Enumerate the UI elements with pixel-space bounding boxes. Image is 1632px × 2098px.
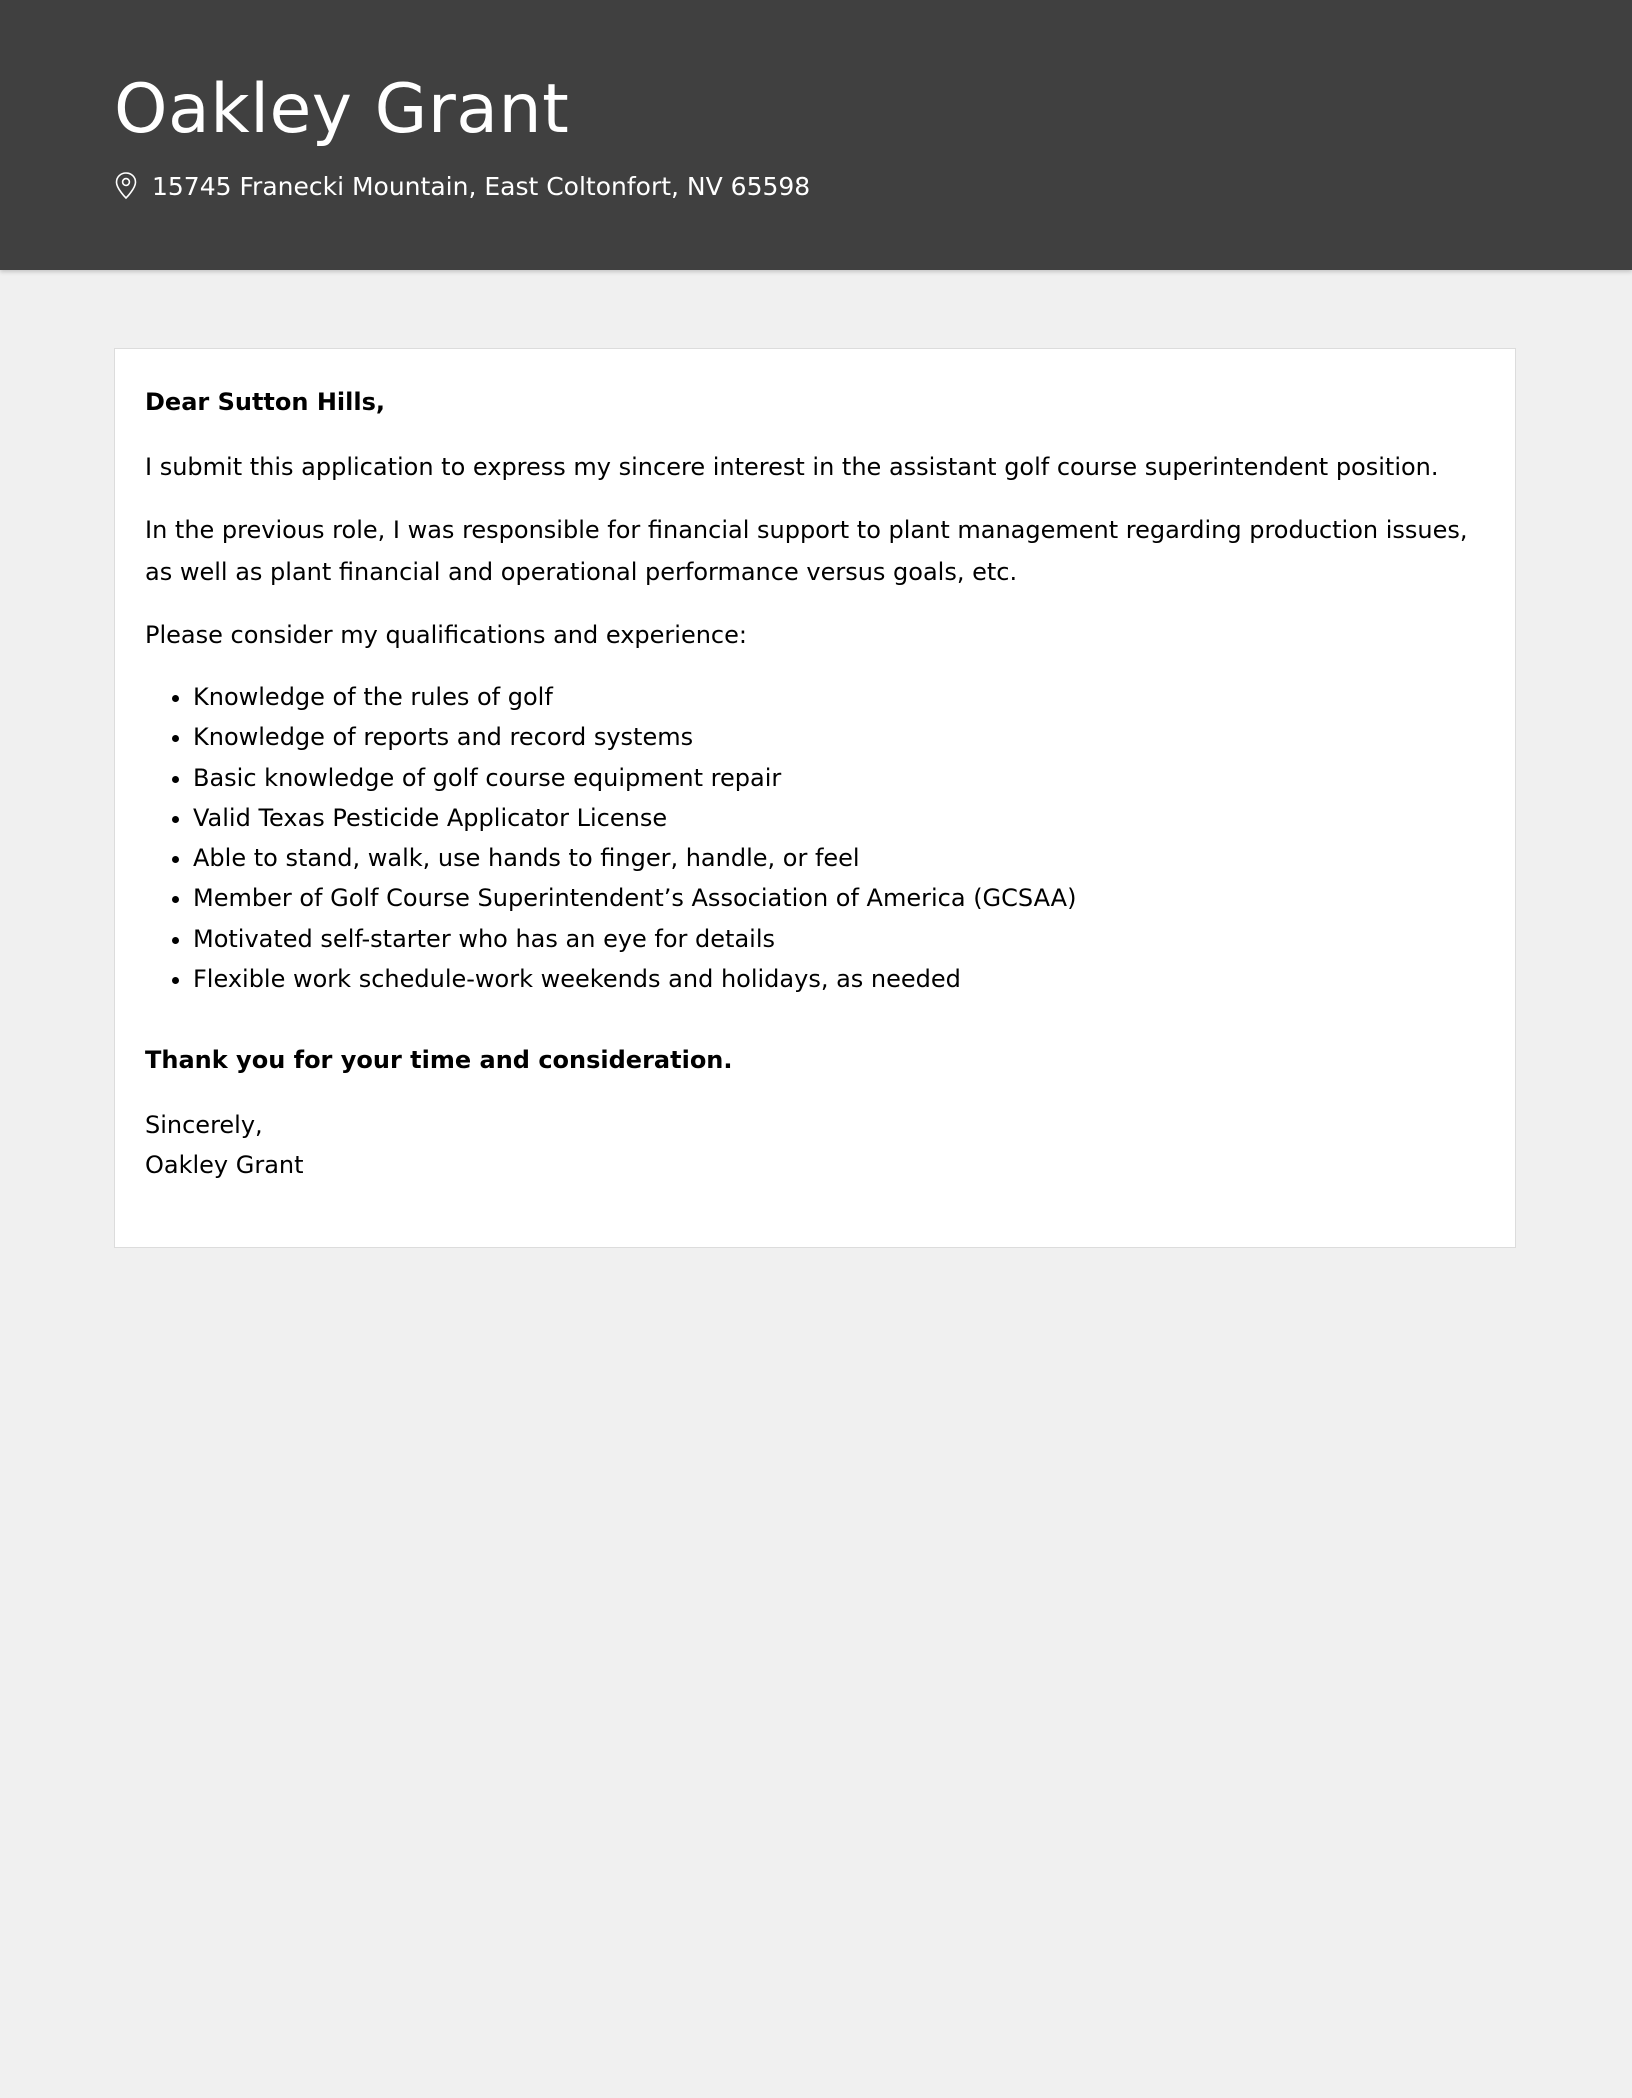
letter-paragraph-qualifications-intro: Please consider my qualifications and experience: (145, 621, 747, 649)
list-item: • Knowledge of the rules of golf (193, 677, 1485, 717)
letter-paragraph-intro: I submit this application to express my sincere interest in the assistant golf course superintendent position. (145, 453, 1439, 481)
list-item: • Member of Golf Course Superintendent’s Association of America (GCSAA) (193, 878, 1485, 918)
list-item: • Motivated self-starter who has an eye for details (193, 919, 1485, 959)
letter-card (114, 348, 1516, 1248)
page-header (0, 0, 1632, 270)
qualifications-list (145, 677, 1485, 999)
address-text: 15745 Franecki Mountain, East Coltonfort, NV 65598 (152, 171, 811, 201)
list-item: • Flexible work schedule-work weekends and holidays, as needed (193, 959, 1485, 999)
list-item: • Valid Texas Pesticide Applicator License (193, 798, 1485, 838)
applicant-name: Oakley Grant (114, 70, 570, 149)
list-item: • Knowledge of reports and record systems (193, 717, 1485, 757)
letter-greeting: Dear Sutton Hills, (145, 388, 385, 416)
address-line (114, 166, 810, 206)
letter-sign-off: Sincerely, (145, 1111, 263, 1140)
list-item: • Basic knowledge of golf course equipment repair (193, 758, 1485, 798)
map-pin-icon (114, 171, 138, 201)
letter-paragraph-experience: In the previous role, I was responsible for financial support to plant management regarding production issues, as well as plant financial and operational performance versus goals, etc. (145, 516, 1468, 586)
list-item: • Able to stand, walk, use hands to finger, handle, or feel (193, 838, 1485, 878)
letter-signature: Oakley Grant (145, 1151, 304, 1180)
letter-closing: Thank you for your time and consideration. (145, 1046, 733, 1075)
